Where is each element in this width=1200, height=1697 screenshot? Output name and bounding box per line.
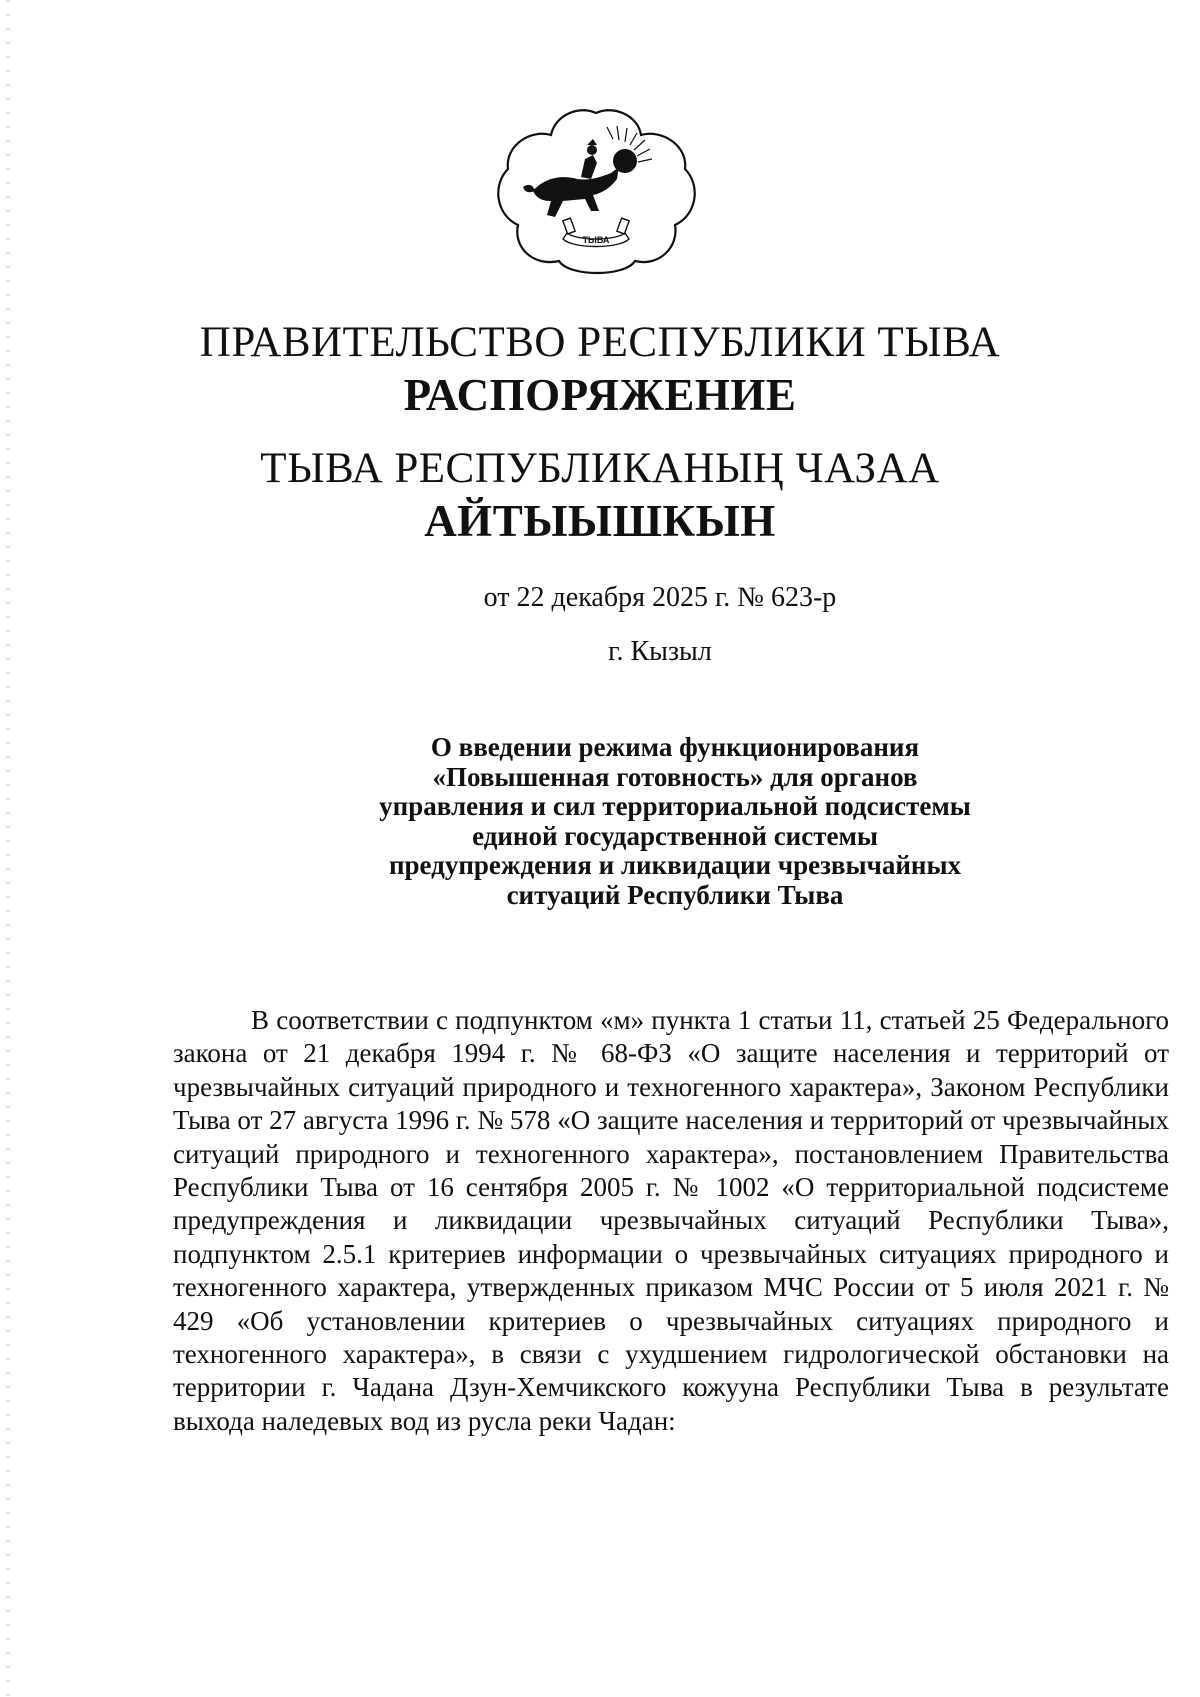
government-title-tyv: ТЫВА РЕСПУБЛИКАНЫҢ ЧАЗАА	[260, 445, 940, 492]
tuva-emblem-icon	[493, 107, 700, 275]
government-title-ru: ПРАВИТЕЛЬСТВО РЕСПУБЛИКИ ТЫВА	[199, 319, 1001, 366]
scan-edge-marks	[6, 0, 10, 1697]
document-date-number: от 22 декабря 2025 г. № 623-р	[483, 582, 837, 613]
emblem-ribbon-text: ТЫВА	[582, 235, 610, 245]
document-city: г. Кызыл	[608, 636, 712, 667]
document-type-ru: РАСПОРЯЖЕНИЕ	[403, 370, 797, 420]
body-paragraph: В соответствии с подпунктом «м» пункта 1 статьи 11, статьей 25 Федерального закона от 21 декабря 1994 г. № 68-ФЗ «О защите населения и территорий от чрезвычайных ситуаций природного и техногенного характера», Законом Республики Тыва от 27 августа 1996 г. № 578 «О защите населения и территорий от чрезвычайных ситуаций природного и техногенного характера», постановлением Правительства Республики Тыва от 16 сентября 2005 г. № 1002 «О территориальной подсистеме предупреждения и ликвидации чрезвычайных ситуаций Республики Тыва», подпунктом 2.5.1 критериев информации о чрезвычайных ситуациях природного и техногенного характера, утвержденных приказом МЧС России от 5 июля 2021 г. № 429 «Об установлении критериев о чрезвычайных ситуациях природного и техногенного характера», в связи с ухудшением гидрологической обстановки на территории г. Чадана Дзун-Хемчикского кожууна Республики Тыва в результате выхода наледевых вод из русла реки Чадан:	[173, 1005, 1169, 1436]
document-subject: О введении режима функционирования «Повышенная готовность» для органов управления и сил территориальной подсистемы единой государственной системы предупреждения и ликвидации чрезвычайных ситуаций Республики Тыва	[379, 732, 971, 910]
document-type-tyv: АЙТЫЫШКЫН	[424, 496, 776, 546]
